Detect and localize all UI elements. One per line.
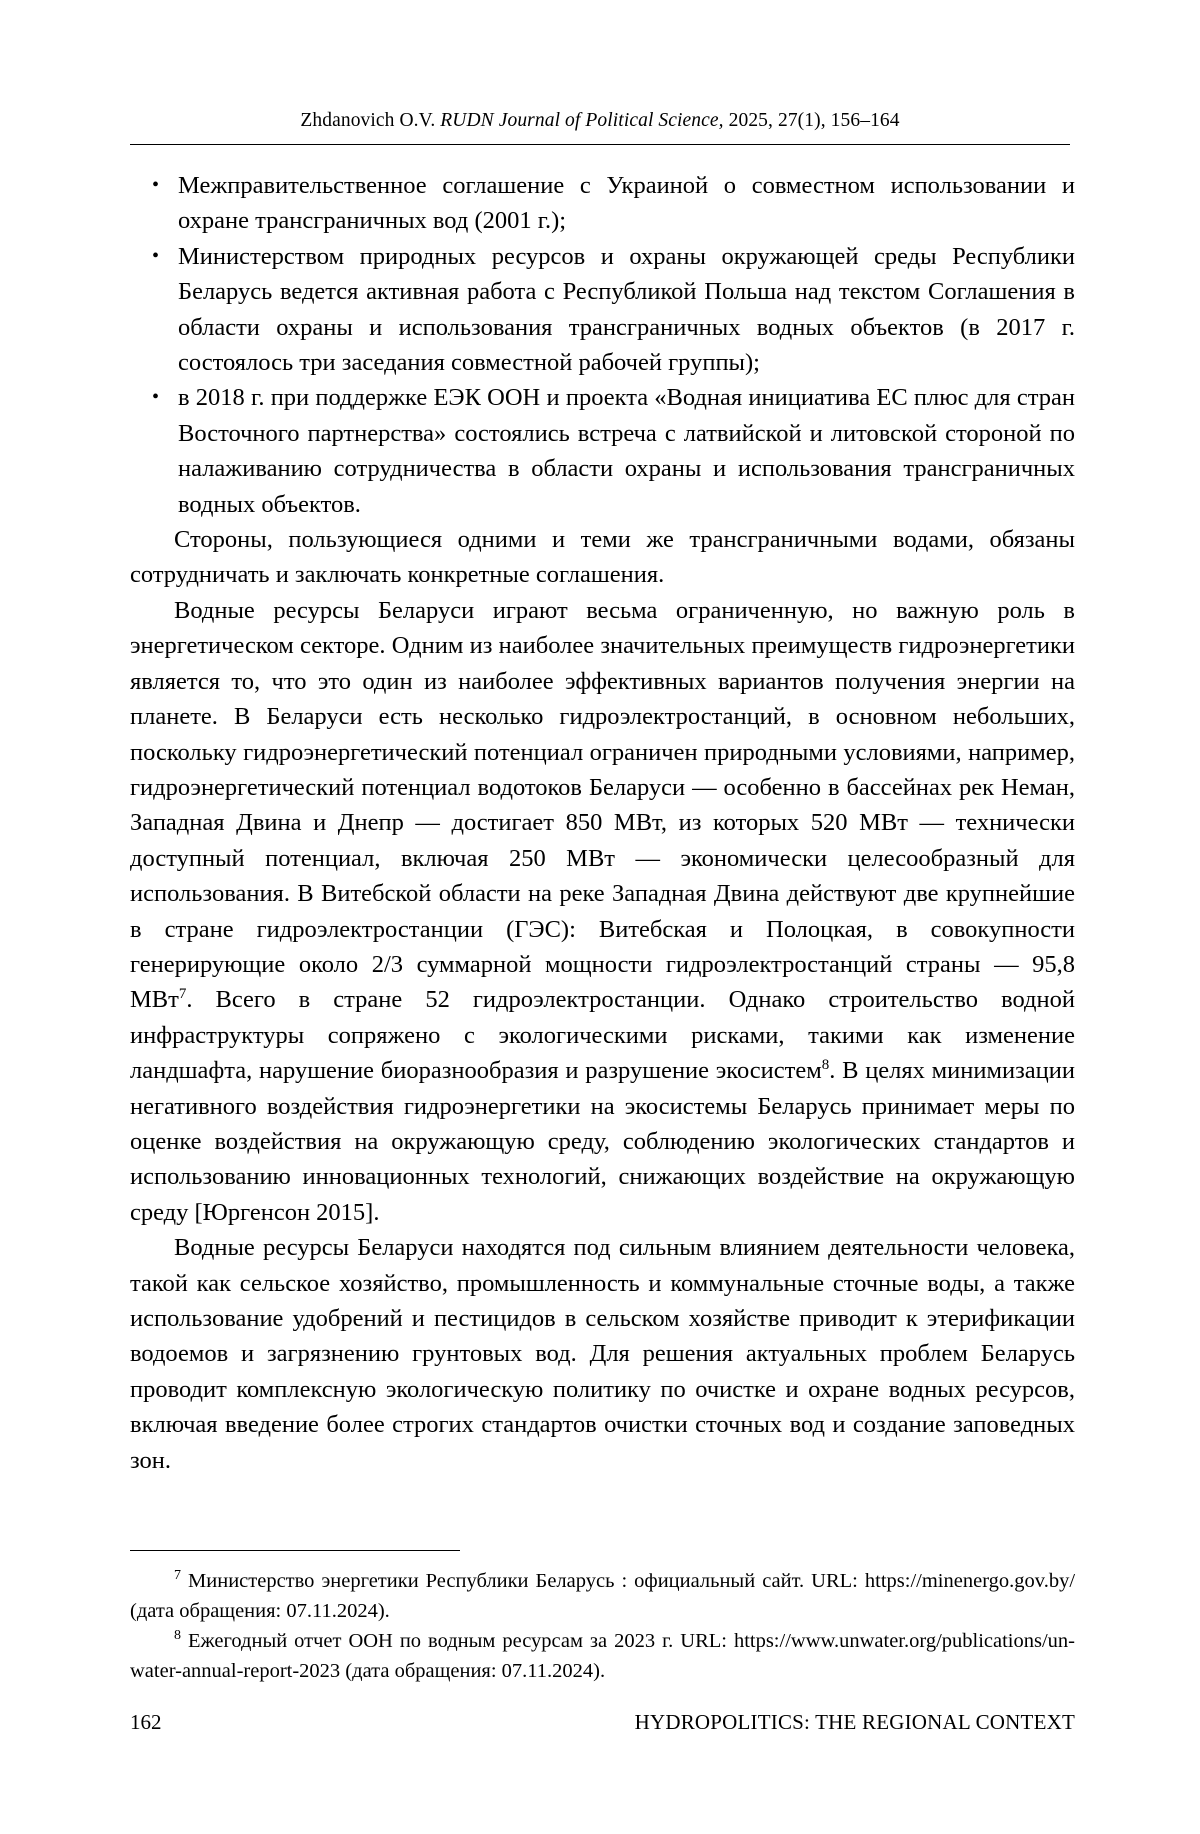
footer-section-title: HYDROPOLITICS: THE REGIONAL CONTEXT (634, 1710, 1075, 1734)
footnote-7 (130, 1566, 1075, 1626)
bullet-icon: • (152, 174, 160, 196)
footnote-divider (130, 1550, 460, 1551)
list-item (130, 239, 1075, 381)
list-item-text: в 2018 г. при поддержке ЕЭК ООН и проекта «Водная инициатива ЕС плюс для стран Восточного партнерства» состоялись встреча с латвийской и литовской стороной по налаживанию сотрудничества в области охраны и использования трансграничных водных объектов. (178, 384, 1075, 518)
footnote-marker: 7 (174, 1568, 181, 1584)
bullet-icon: • (152, 386, 160, 409)
paragraph-1-text: Стороны, пользующиеся одними и теми же трансграничными водами, обязаны сотрудничать и заключать конкретные соглашения. (130, 526, 1075, 589)
list-item (130, 168, 1075, 239)
list-item (130, 380, 1075, 522)
bullet-icon: • (152, 244, 160, 267)
paragraph-3-text: Водные ресурсы Беларуси находятся под сильным влиянием деятельности человека, такой как сельское хозяйство, промышленность и коммунальные сточные воды, а также использование удобрений и пестицидов в сельском хозяйстве приводит к этерификации водоемов и загрязнению грунтовых вод. Для решения актуальных проблем Беларусь проводит комплексную экологическую политику по очистке и охране водных ресурсов, включая введение более строгих стандартов очистки сточных вод и создание заповедных зон. (130, 1234, 1075, 1474)
paragraph-1 (130, 522, 1075, 593)
list-item-text: Межправительственное соглашение с Украиной о совместном использовании и охране трансграничных вод (2001 г.); (178, 172, 1075, 235)
paragraph-2-part-c: . В целях минимизации негативного воздействия гидроэнергетики на экосистемы Беларусь принимает меры по оценке воздействия на окружающую среду, соблюдению экологических стандартов и использованию инновационных технологий, снижающих воздействие на окружающую среду [Юргенсон 2015]. (130, 1057, 1075, 1226)
paragraph-3 (130, 1230, 1075, 1478)
running-head-journal: RUDN Journal of Political Science, (440, 110, 724, 131)
paragraph-2-part-b: . Всего в стране 52 гидроэлектростанции. Однако строительство водной инфраструктуры сопряжено с экологическими рисками, такими как изменение ландшафта, нарушение биоразнообразия и разрушение экосистем (130, 986, 1075, 1085)
header-divider (130, 144, 1070, 145)
running-head-citation: 2025, 27(1), 156–164 (723, 110, 900, 131)
footnote-ref-7[interactable]: 7 (178, 986, 187, 1003)
footnote-area (130, 1566, 1075, 1686)
footnote-marker: 8 (174, 1628, 181, 1644)
footnote-ref-8[interactable]: 8 (821, 1057, 830, 1073)
page-number: 162 (130, 1710, 162, 1734)
list-item-text: Министерством природных ресурсов и охраны окружающей среды Республики Беларусь ведется активная работа с Республикой Польша над текстом Соглашения в области охраны и использования трансграничных водных объектов (в 2017 г. состоялось три заседания совместной рабочей группы); (178, 242, 1075, 377)
bullet-list (130, 168, 1075, 522)
article-body (130, 168, 1075, 1478)
paragraph-2 (130, 593, 1075, 1230)
page-footer (130, 1710, 1075, 1740)
footnote-text: Ежегодный отчет ООН по водным ресурсам за 2023 г. URL: https://www.unwater.org/publications/un-water-annual-report-2023 (дата обращения: 07.11.2024). (130, 1630, 1076, 1682)
running-head (130, 110, 1070, 132)
footnote-text: Министерство энергетики Республики Беларусь : официальный сайт. URL: https://minenergo.gov.by/ (дата обращения: 07.11.2024). (130, 1570, 1076, 1622)
paragraph-2-part-a: Водные ресурсы Беларуси играют весьма ограниченную, но важную роль в энергетическом секторе. Одним из наиболее значительных преимуществ гидроэнергетики является то, что это один из наиболее эффективных вариантов получения энергии на планете. В Беларуси есть несколько гидроэлектростанций, в основном небольших, поскольку гидроэнергетический потенциал ограничен природными условиями, например, гидроэнергетический потенциал водотоков Беларуси — особенно в бассейнах рек Неман, Западная Двина и Днепр — достигает 850 МВт, из которых 520 МВт — технически доступный потенциал, включая 250 МВт — экономически целесообразный для использования. В Витебской области на реке Западная Двина действуют две крупнейшие в стране гидроэлектростанции (ГЭС): Витебская и Полоцкая, в совокупности генерирующие около 2/3 суммарной мощности гидроэлектростанций страны — 95,8 МВт (130, 596, 1075, 1014)
footnote-8 (130, 1626, 1075, 1686)
running-head-author: Zhdanovich O.V. (300, 110, 441, 131)
